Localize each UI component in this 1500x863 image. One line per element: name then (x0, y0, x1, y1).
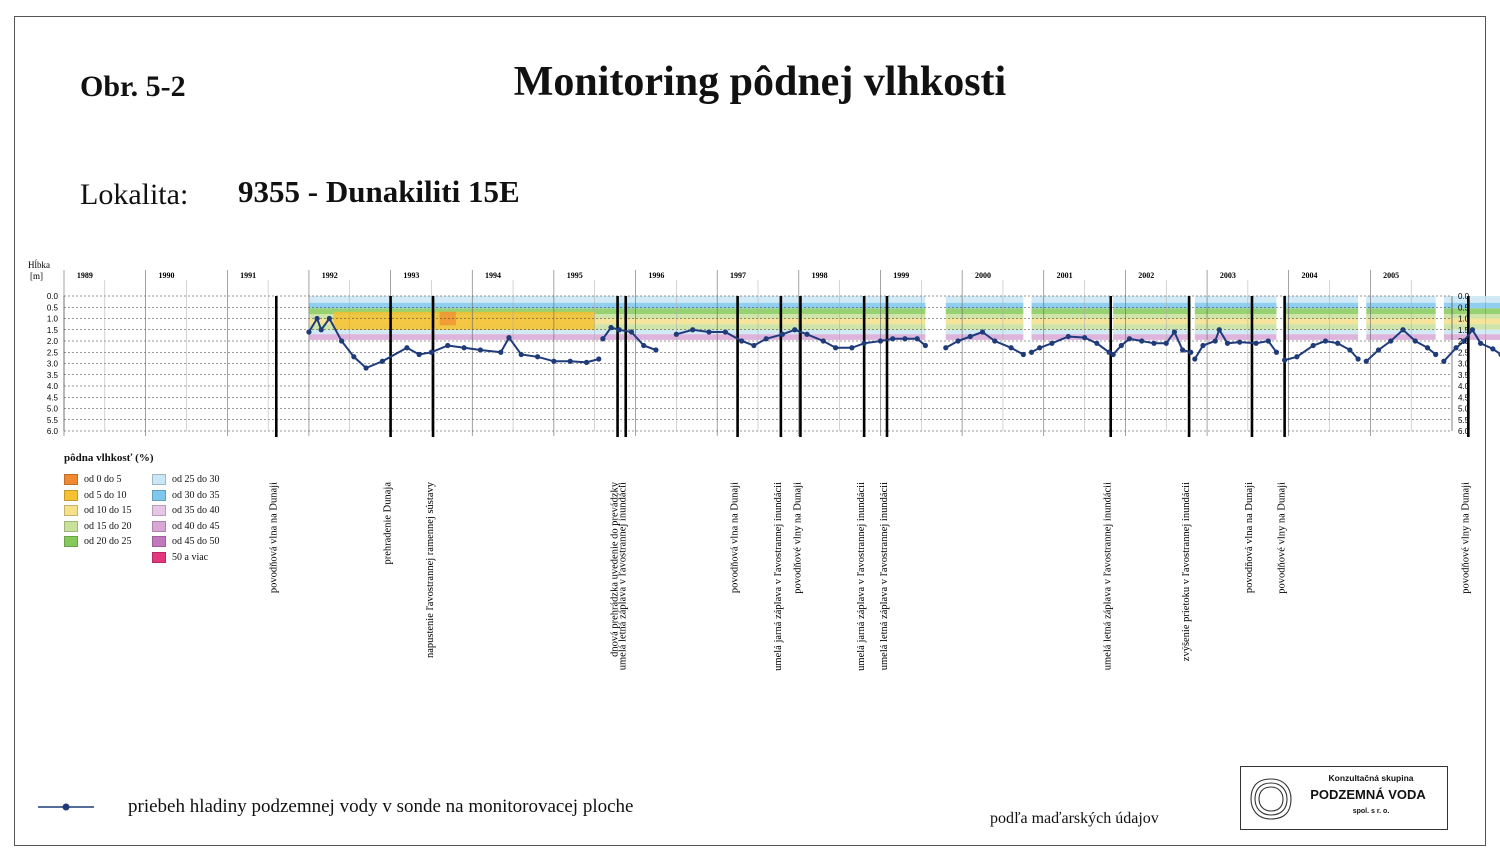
heatmap-band (1285, 308, 1358, 314)
series-point (617, 327, 622, 332)
depth-tick-label-right: 3.0 (1458, 359, 1470, 369)
legend-item (152, 474, 220, 485)
series-point (878, 338, 883, 343)
heatmap-band (1032, 319, 1110, 325)
depth-tick-label-left: 0.5 (46, 303, 58, 313)
event-label: zvýšenie prietoku v ľavostrannej inundácii (1181, 482, 1193, 662)
heatmap-band (603, 319, 926, 325)
series-point (319, 327, 324, 332)
series-point (992, 338, 997, 343)
legend-label: od 40 do 45 (172, 520, 220, 532)
logo-spiral-icon (1247, 775, 1295, 823)
year-label: 1991 (240, 271, 257, 280)
legend-label: od 5 do 10 (84, 489, 127, 501)
series-point (641, 343, 646, 348)
heatmap-band (603, 330, 926, 335)
year-label: 2005 (1383, 271, 1400, 280)
logo-line-2: PODZEMNÁ VODA (1310, 787, 1426, 802)
event-label: povodňové vlny na Dunaji (1276, 482, 1288, 594)
legend-swatch (152, 521, 166, 532)
legend-label: od 10 do 15 (84, 505, 132, 516)
series-point (1413, 338, 1418, 343)
figure-title: Monitoring pôdnej vlhkosti (513, 59, 1007, 105)
heatmap-band (1366, 334, 1435, 340)
series-point (1253, 341, 1258, 346)
heatmap-band (1113, 319, 1191, 325)
series-point (1139, 338, 1144, 343)
series-point (821, 338, 826, 343)
logo-line-1: Konzultačná skupina (1328, 773, 1414, 783)
series-point (1282, 358, 1287, 363)
series-point (792, 327, 797, 332)
depth-axis-title: Hĺbka (28, 260, 50, 270)
series-point (1111, 352, 1116, 357)
series-point (1037, 345, 1042, 350)
legend-label: od 20 do 25 (84, 536, 132, 547)
series-point (535, 354, 540, 359)
year-label: 1990 (158, 271, 175, 280)
heatmap-band (1113, 296, 1191, 303)
series-point (1188, 350, 1193, 355)
series-point (306, 329, 311, 334)
year-label: 2004 (1301, 271, 1318, 280)
heatmap-band (309, 334, 603, 340)
series-point (1127, 336, 1132, 341)
series-point (600, 336, 605, 341)
heatmap-band (1366, 296, 1435, 303)
heatmap-band (309, 296, 603, 303)
series-point (1021, 352, 1026, 357)
heatmap-band (1285, 296, 1358, 303)
series-point (1433, 352, 1438, 357)
heatmap-band (1366, 314, 1435, 319)
series-point (584, 360, 589, 365)
series-point (327, 316, 332, 321)
series-point (764, 336, 769, 341)
series-point (1376, 347, 1381, 352)
series-point (1151, 341, 1156, 346)
series-point (404, 345, 409, 350)
legend-item (152, 490, 220, 501)
depth-tick-label-right: 4.5 (1458, 393, 1470, 403)
series-point (498, 350, 503, 355)
series-point (1425, 345, 1430, 350)
series-point (690, 327, 695, 332)
legend-label: od 35 do 40 (172, 505, 220, 516)
event-label: napustenie ľavostrannej ramennej sústavy (425, 481, 437, 659)
series-point (1172, 329, 1177, 334)
legend-item (64, 536, 132, 547)
locality-value: 9355 - Dunakiliti 15E (238, 174, 520, 209)
series-point (629, 329, 634, 334)
heatmap-band (1285, 319, 1358, 325)
event-label: povodňová vlna na Dunaji (729, 482, 741, 594)
year-label: 1994 (485, 271, 502, 280)
depth-tick-label-left: 5.5 (46, 415, 58, 425)
year-label: 1999 (893, 271, 910, 280)
series-point (804, 332, 809, 337)
depth-tick-label-right: 4.0 (1458, 382, 1470, 391)
series-point (780, 332, 785, 337)
heatmap-block (603, 296, 926, 340)
heatmap-band (1113, 334, 1191, 340)
series-point (1049, 341, 1054, 346)
series-point (955, 338, 960, 343)
series-point (1347, 347, 1352, 352)
legend-swatch (64, 490, 78, 501)
year-label: 1998 (811, 271, 828, 280)
locality-label: Lokalita: (80, 178, 189, 211)
legend-item (152, 521, 220, 532)
depth-tick-label-left: 2.0 (46, 337, 58, 346)
heatmap-band (1285, 324, 1358, 330)
series-point (1225, 341, 1230, 346)
depth-tick-label-right: 5.5 (1458, 415, 1470, 425)
depth-tick-label-right: 1.0 (1458, 314, 1470, 324)
legend-label: 50 a viac (172, 551, 209, 563)
series-point (1066, 334, 1071, 339)
series-point (1388, 338, 1393, 343)
legend-item (152, 505, 220, 516)
year-label: 2002 (1138, 271, 1155, 280)
legend-swatch (64, 521, 78, 532)
series-point (943, 345, 948, 350)
series-point (1478, 341, 1483, 346)
legend-label: od 15 do 20 (84, 520, 132, 532)
series-point (1237, 340, 1242, 345)
legend-item (152, 536, 220, 547)
series-point (1311, 343, 1316, 348)
event-label: prehradenie Dunaja (382, 482, 394, 565)
heatmap-band (1032, 296, 1110, 303)
series-point (1192, 356, 1197, 361)
series-point (1164, 341, 1169, 346)
heatmap-band (1113, 324, 1191, 330)
year-label: 1993 (403, 271, 420, 280)
legend-swatch (64, 505, 78, 516)
depth-tick-label-left: 0.0 (46, 292, 58, 301)
legend-swatch (64, 474, 78, 485)
series-point (445, 343, 450, 348)
legend-label: od 0 do 5 (84, 474, 122, 485)
series-point (478, 347, 483, 352)
depth-tick-label-right: 6.0 (1458, 427, 1470, 436)
depth-tick-label-right: 5.0 (1458, 404, 1470, 414)
series-point (568, 359, 573, 364)
legend-swatch (152, 536, 166, 547)
heatmap-band (603, 324, 926, 330)
depth-tick-label-left: 6.0 (46, 427, 58, 436)
legend-swatch (152, 505, 166, 516)
heatmap-band (1285, 314, 1358, 319)
year-label: 1995 (566, 271, 583, 280)
groundwater-legend-label: priebeh hladiny podzemnej vody v sonde na monitorovacej ploche (128, 796, 634, 817)
legend-item (64, 474, 122, 485)
depth-tick-label-left: 4.5 (46, 393, 58, 403)
heatmap-block (1113, 296, 1191, 340)
heatmap-band (1032, 314, 1110, 319)
legend-swatch (64, 536, 78, 547)
year-label: 2000 (974, 271, 991, 280)
heatmap-band (946, 314, 1024, 319)
series-point (723, 329, 728, 334)
series-point (923, 343, 928, 348)
heatmap-band (1032, 330, 1110, 335)
series-point (653, 347, 658, 352)
series-point (551, 359, 556, 364)
groundwater-legend (38, 796, 633, 818)
series-point (1294, 354, 1299, 359)
series-point (596, 356, 601, 361)
heatmap-block (1285, 296, 1358, 340)
heatmap-patch (333, 312, 594, 330)
heatmap-band (309, 330, 603, 335)
heatmap-band (946, 324, 1024, 330)
event-label: umelá jarná záplava v ľavostrannej inundácii (856, 481, 868, 671)
series-point (351, 354, 356, 359)
heatmap-band (946, 296, 1024, 303)
legend-item (64, 521, 132, 532)
series-point (902, 336, 907, 341)
year-label: 2003 (1219, 271, 1236, 280)
heatmap-band (1366, 308, 1435, 314)
year-label: 1996 (648, 271, 665, 280)
heatmap-band (1285, 330, 1358, 335)
heatmap-band (1285, 334, 1358, 340)
groundwater-legend-line-icon (38, 801, 98, 813)
legend-label: od 30 do 35 (172, 489, 220, 501)
depth-tick-label-right: 0.5 (1458, 303, 1470, 313)
series-point (519, 352, 524, 357)
legend-swatch (152, 474, 166, 485)
series-point (608, 325, 613, 330)
series-point (1356, 356, 1361, 361)
year-label: 2001 (1056, 271, 1073, 280)
series-point (429, 350, 434, 355)
legend-label: od 25 do 30 (172, 474, 220, 485)
series-point (1029, 350, 1034, 355)
series-point (890, 336, 895, 341)
legend-item (152, 552, 208, 563)
figure-number: Obr. 5-2 (80, 70, 186, 103)
heatmap-band (946, 308, 1024, 314)
series-point (1200, 343, 1205, 348)
legend-swatch (152, 490, 166, 501)
series-point (833, 345, 838, 350)
heatmap-band (603, 314, 926, 319)
heatmap-band (1032, 308, 1110, 314)
legend-item (64, 505, 132, 516)
heatmap-band (1113, 314, 1191, 319)
company-logo (1240, 766, 1448, 830)
event-label: umelá letná záplava v ľavostrannej inundácii (1102, 482, 1114, 671)
series-point (1217, 327, 1222, 332)
series-point (1323, 338, 1328, 343)
depth-tick-label-left: 1.0 (46, 314, 58, 324)
event-label: povodňová vlna na Dunaji (1243, 482, 1255, 594)
event-label: umelá letná záplava v ľavostrannej inundácii (617, 482, 629, 671)
heatmap-band (946, 319, 1024, 325)
legend-label: od 45 do 50 (172, 536, 220, 547)
heatmap-band (603, 308, 926, 314)
series-point (1082, 335, 1087, 340)
series-point (1274, 350, 1279, 355)
series-point (1364, 359, 1369, 364)
heatmap-band (1366, 319, 1435, 325)
series-point (862, 341, 867, 346)
depth-tick-label-left: 3.5 (46, 370, 58, 380)
series-point (915, 336, 920, 341)
series-point (1266, 338, 1271, 343)
depth-tick-label-left: 1.5 (46, 325, 58, 335)
legend-swatch (152, 552, 166, 563)
series-point (980, 329, 985, 334)
series-point (968, 334, 973, 339)
series-point (339, 338, 344, 343)
year-label: 1989 (76, 271, 93, 280)
depth-tick-label-right: 1.5 (1458, 325, 1470, 335)
series-point (674, 332, 679, 337)
series-point (1490, 346, 1495, 351)
year-label: 1992 (321, 271, 338, 280)
depth-tick-label-left: 4.0 (46, 382, 58, 391)
series-point (751, 343, 756, 348)
series-point (506, 335, 511, 340)
series-point (461, 345, 466, 350)
legend-title: pôdna vlhkosť (%) (64, 452, 154, 464)
heatmap-block (1032, 296, 1110, 340)
depth-tick-label-right: 0.0 (1458, 292, 1470, 301)
series-point (1441, 359, 1446, 364)
year-label: 1997 (730, 271, 746, 280)
moisture-heatmap (309, 296, 1500, 340)
depth-tick-label-left: 5.0 (46, 404, 58, 414)
series-point (1400, 327, 1405, 332)
heatmap-block (1366, 296, 1435, 340)
chart-grid (64, 270, 1452, 436)
depth-axis-unit: [m] (30, 271, 43, 281)
depth-tick-label-left: 2.5 (46, 348, 58, 358)
depth-tick-label-right: 2.5 (1458, 348, 1470, 358)
event-label: dnová prehrádzka uvedenie do prevádzky (609, 482, 621, 657)
series-point (417, 352, 422, 357)
series-point (1119, 343, 1124, 348)
event-label: povodňová vlna na Dunaji (268, 482, 280, 594)
series-point (1335, 341, 1340, 346)
series-point (1213, 338, 1218, 343)
event-label: umelá jarná záplava v ľavostrannej inundácii (772, 482, 784, 671)
series-point (315, 316, 320, 321)
depth-tick-label-left: 3.0 (46, 359, 58, 369)
legend-item (64, 490, 127, 501)
series-point (1470, 327, 1475, 332)
event-label: umelá letná záplava v ľavostrannej inundácii (879, 482, 891, 671)
series-point (1180, 347, 1185, 352)
event-label: povodňové vlny na Dunaji (1460, 482, 1472, 594)
event-label: povodňové vlny na Dunaji (792, 482, 804, 594)
series-point (739, 338, 744, 343)
series-point (849, 345, 854, 350)
series-point (706, 329, 711, 334)
series-point (1009, 345, 1014, 350)
heatmap-band (1032, 324, 1110, 330)
depth-tick-label-right: 2.0 (1458, 337, 1470, 346)
heatmap-band (1113, 330, 1191, 335)
heatmap-band (1113, 308, 1191, 314)
logo-line-3: spol. s r. o. (1352, 808, 1390, 815)
heatmap-band (603, 296, 926, 303)
series-point (1094, 341, 1099, 346)
series-point (363, 365, 368, 370)
depth-tick-label-right: 3.5 (1458, 370, 1470, 380)
series-point (380, 359, 385, 364)
source-note: podľa maďarských údajov (990, 810, 1159, 827)
